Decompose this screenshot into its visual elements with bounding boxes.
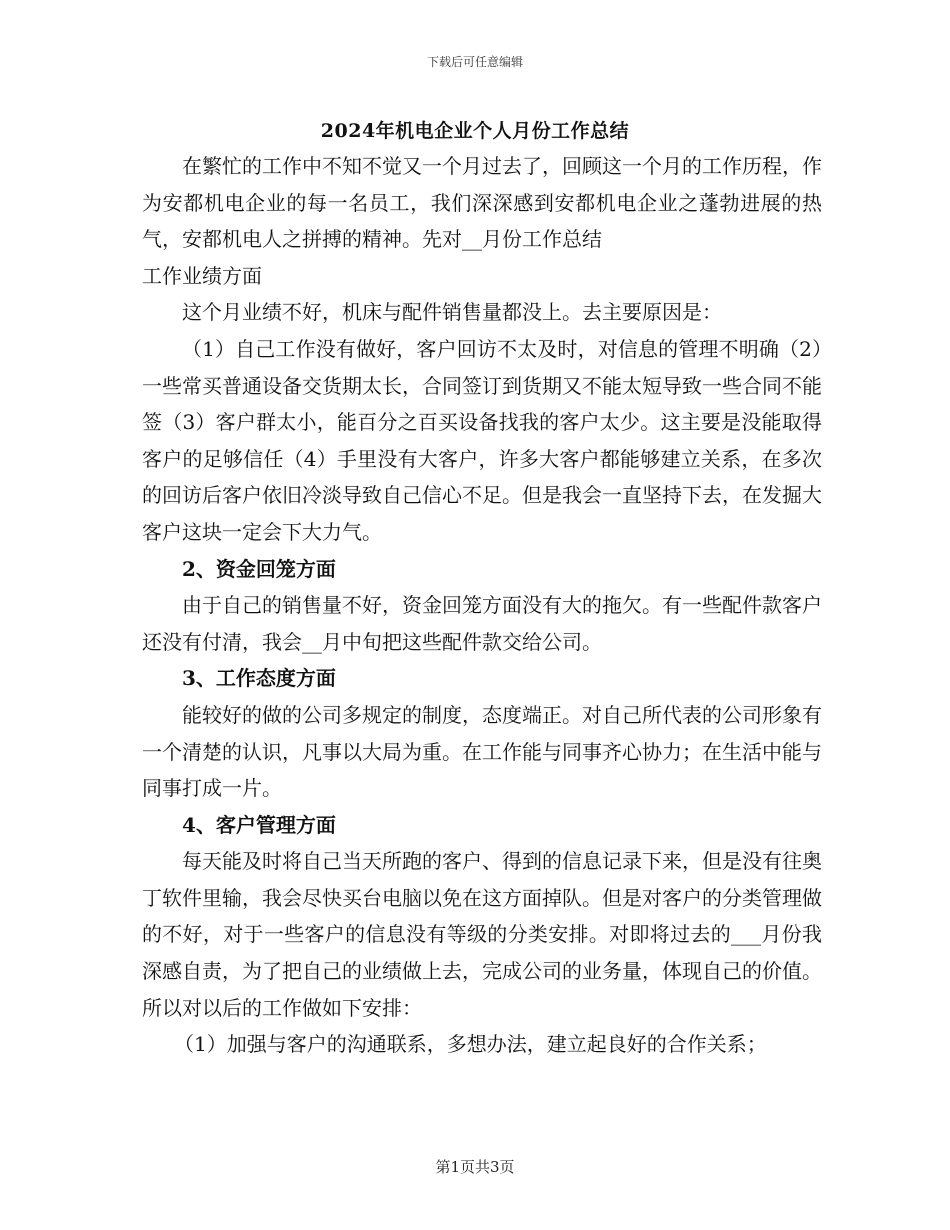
page-footer: 第1页共3页 (435, 1158, 515, 1176)
performance-paragraph-2: （1）自己工作没有做好，客户回访不太及时，对信息的管理不明确（2）一些常买普通设备交货期太长，合同签订到货期又不能太短导致一些合同不能签（3）客户群太小，能百分之百买设备找我的客户太少。这主要是没能取得客户的足够信任（4）手里没有大客户，许多大客户都能够建立关系，在多次的回访后客户依旧冷淡导致自己信心不足。但是我会一直坚持下去，在发掘大客户这块一定会下大力气。 (142, 336, 822, 544)
funds-paragraph: 由于自己的销售量不好，资金回笼方面没有大的拖欠。有一些配件款客户还没有付清，我会__月中旬把这些配件款交给公司。 (142, 593, 822, 654)
section-heading-funds: 2、资金回笼方面 (182, 556, 336, 581)
section-heading-attitude: 3、工作态度方面 (182, 666, 336, 691)
section-heading-customer: 4、客户管理方面 (182, 812, 336, 837)
document-title: 2024年机电企业个人月份工作总结 (320, 120, 630, 142)
attitude-paragraph: 能较好的做的公司多规定的制度，态度端正。对自己所代表的公司形象有一个清楚的认识，凡事以大局为重。在工作能与同事齐心协力；在生活中能与同事打成一片。 (142, 702, 822, 801)
page-header: 下载后可任意编辑 (426, 55, 523, 69)
intro-paragraph: 在繁忙的工作中不知不觉又一个月过去了，回顾这一个月的工作历程，作为安都机电企业的每一名员工，我们深深感到安都机电企业之蓬勃进展的热气，安都机电人之拼搏的精神。先对__月份工作总结 (142, 154, 822, 252)
customer-paragraph: 每天能及时将自己当天所跑的客户、得到的信息记录下来，但是没有往奥丁软件里输，我会尽快买台电脑以免在这方面掉队。但是对客户的分类管理做的不好，对于一些客户的信息没有等级的分类安排。对即将过去的___月份我深感自责，为了把自己的业绩做上去，完成公司的业务量，体现自己的价值。所以对以后的工作做如下安排： (142, 849, 822, 1020)
performance-paragraph-1: 这个月业绩不好，机床与配件销售量都没上。去主要原因是： (182, 300, 722, 325)
section-heading-performance: 工作业绩方面 (142, 263, 262, 288)
plan-item-1: （1）加强与客户的沟通联系，多想办法，建立起良好的合作关系； (174, 1032, 767, 1057)
document-body (142, 148, 822, 1063)
